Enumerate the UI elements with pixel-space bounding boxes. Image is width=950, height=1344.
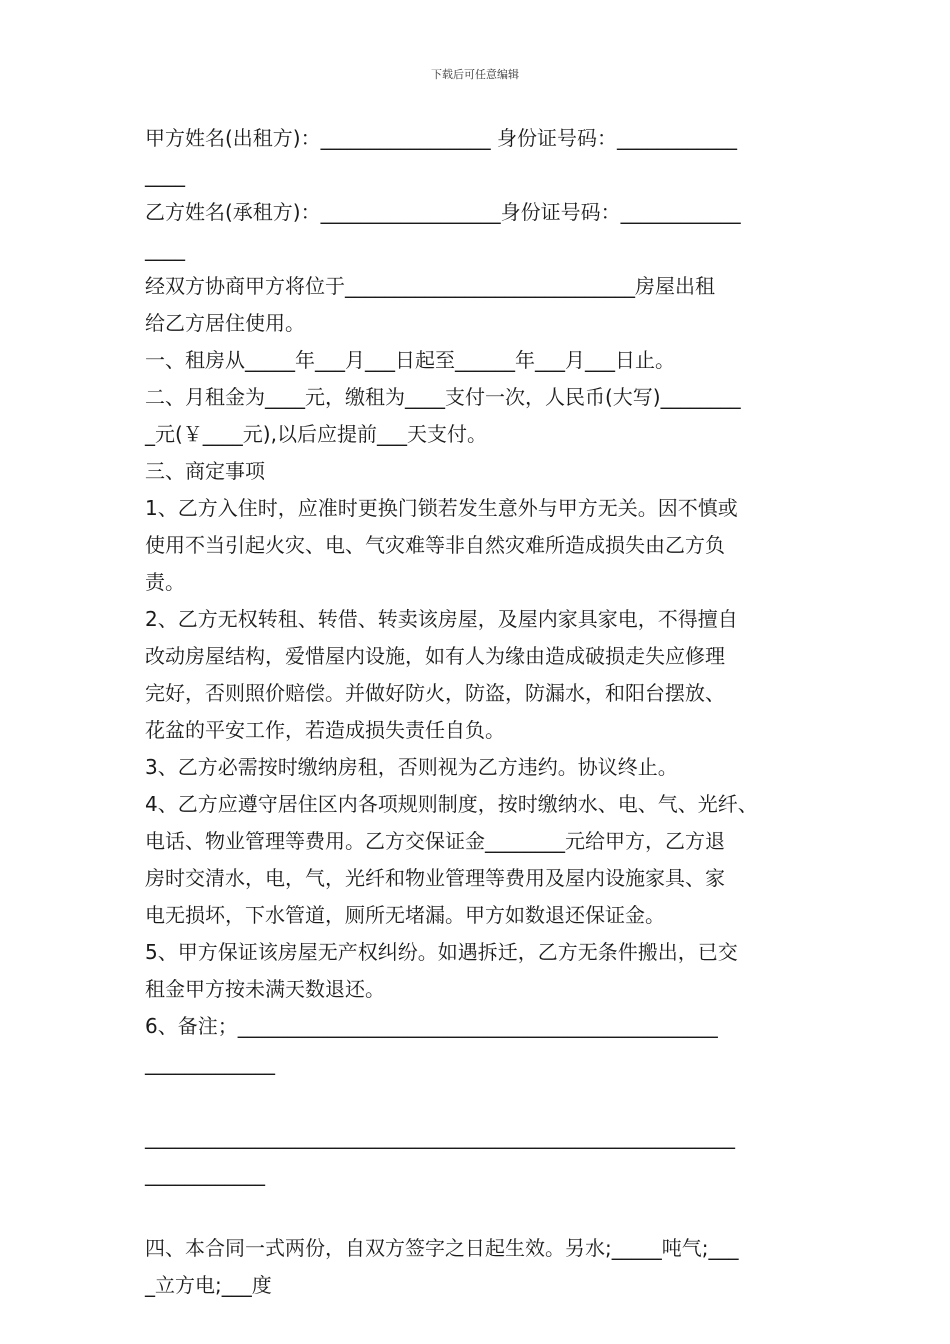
clause-6-remarks: 6、备注；________________________________________________ (145, 1014, 718, 1038)
contract-body (145, 120, 815, 1304)
remarks-blank-line: ____________ (145, 1162, 265, 1186)
page-header: 下载后可任意编辑 (431, 68, 519, 81)
clause-4-line: 房时交清水，电，气，光纤和物业管理等费用及屋内设施家具、家 (145, 866, 725, 890)
tenant-info-line: 乙方姓名(承租方)：__________________身份证号码：____________ (145, 200, 741, 224)
clause-5-line: 5、甲方保证该房屋无产权纠纷。如遇拆迁，乙方无条件搬出，已交 (145, 940, 738, 964)
clause-1-line: 1、乙方入住时，应准时更换门锁若发生意外与甲方无关。因不慎或 (145, 496, 738, 520)
clause-5-line: 租金甲方按未满天数退还。 (145, 977, 385, 1001)
clause-2-line: 改动房屋结构，爱惜屋内设施，如有人为缘由造成破损走失应修理 (145, 644, 725, 668)
clause-2-line: 花盆的平安工作，若造成损失责任自负。 (145, 718, 505, 742)
remarks-blank-line: _____________ (145, 1051, 275, 1075)
section-2-rent-cont: _元(￥____元),以后应提前___天支付。 (145, 422, 487, 446)
clause-1-line: 责。 (145, 570, 185, 594)
clause-4-line: 电无损坏，下水管道，厕所无堵漏。甲方如数退还保证金。 (145, 903, 665, 927)
remarks-blank-line: ___________________________________________________________ (145, 1125, 735, 1149)
landlord-info-line: 甲方姓名(出租方)：_________________ 身份证号码：____________ (145, 126, 737, 150)
clause-2-line: 2、乙方无权转租、转借、转卖该房屋，及屋内家具家电，不得擅自 (145, 607, 738, 631)
section-2-rent: 二、月租金为____元，缴租为____支付一次，人民币(大写)________ (145, 385, 741, 409)
section-4-effect: 四、本合同一式两份，自双方签字之日起生效。另水;_____吨气;___ (145, 1236, 739, 1260)
clause-2-line: 完好，否则照价赔偿。并做好防火，防盗，防漏水，和阳台摆放、 (145, 681, 725, 705)
blank-spacer (145, 1193, 815, 1230)
property-location-line-cont: 给乙方居住使用。 (145, 311, 305, 335)
clause-4-line: 4、乙方应遵守居住区内各项规则制度，按时缴纳水、电、气、光纤、 (145, 792, 758, 816)
tenant-info-line-cont: ____ (145, 237, 185, 261)
property-location-line: 经双方协商甲方将位于_____________________________房屋出租 (145, 274, 715, 298)
section-1-lease-period: 一、租房从_____年___月___日起至______年___月___日止。 (145, 348, 675, 372)
section-4-effect-cont: _立方电;___度 (145, 1273, 272, 1297)
blank-spacer (145, 1082, 815, 1119)
clause-3-line: 3、乙方必需按时缴纳房租，否则视为乙方违约。协议终止。 (145, 755, 678, 779)
clause-1-line: 使用不当引起火灾、电、气灾难等非自然灾难所造成损失由乙方负 (145, 533, 725, 557)
landlord-info-line-cont: ____ (145, 163, 185, 187)
section-3-heading: 三、商定事项 (145, 459, 265, 483)
clause-4-line: 电话、物业管理等费用。乙方交保证金________元给甲方，乙方退 (145, 829, 725, 853)
